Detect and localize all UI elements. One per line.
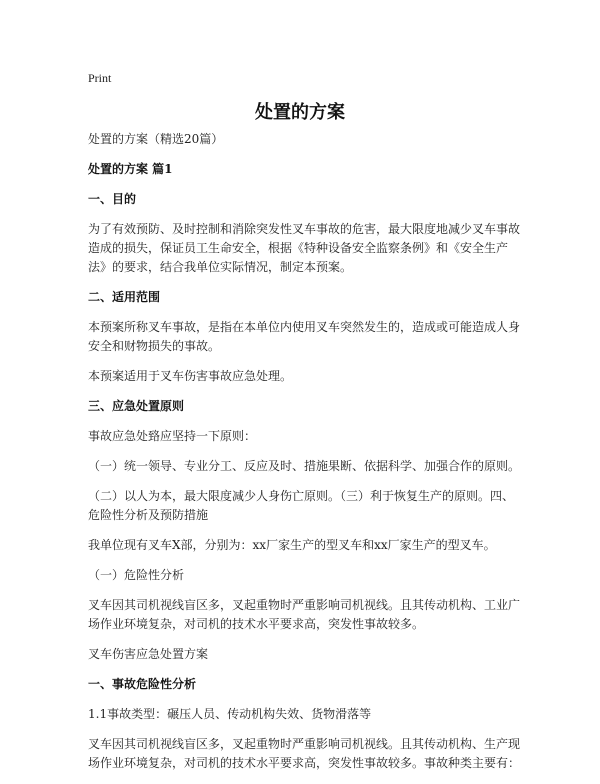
paragraph: 为了有效预防、及时控制和消除突发性叉车事故的危害，最大限度地减少叉车事故造成的损失，保证员工生命安全，根据《特种设备安全监察条例》和《安全生产法》的要求，结合我单位实际情况，制定本预案。 [88,222,521,274]
paragraph: 叉车因其司机视线盲区多，叉起重物时严重影响司机视线。且其传动机构、工业广场作业环境复杂，对司机的技术水平要求高，突发性事故较多。 [88,598,521,631]
paragraph: （一）危险性分析 [88,568,185,582]
page-title: 处置的方案 [255,102,345,123]
paragraph: 叉车因其司机视线盲区多，叉起重物时严重影响司机视线。且其传动机构、生产现场作业环境复杂，对司机的技术水平要求高，突发性事故较多。事故种类主要有： [88,737,521,770]
paragraph: 事故应急处臵应坚持一下原则： [88,429,257,443]
document-body [88,130,520,784]
paragraph: 1.1事故类型：碾压人员、传动机构失效、货物滑落等 [88,707,372,721]
paragraph: （一）统一领导、专业分工、反应及时、措施果断、依据科学、加强合作的原则。 [88,459,521,473]
paragraph: 叉车伤害应急处置方案 [88,647,209,661]
print-link[interactable]: Print [88,71,112,85]
paragraph: 我单位现有叉车X部，分别为：xx厂家生产的型叉车和xx厂家生产的型叉车。 [88,538,496,552]
heading-scope: 二、适用范围 [88,290,161,304]
heading-principles: 三、应急处置原则 [88,399,185,413]
heading-purpose: 一、目的 [88,192,137,206]
paragraph: （二）以人为本，最大限度减少人身伤亡原则。（三）利于恢复生产的原则。四、危险性分析及预防措施 [88,489,515,522]
subtitle: 处置的方案（精选20篇） [88,132,224,146]
paragraph: 本预案所称叉车事故，是指在本单位内使用叉车突然发生的，造成或可能造成人身安全和财物损失的事故。 [88,320,521,353]
section-title: 处置的方案 篇1 [88,162,173,176]
paragraph: 本预案适用于叉车伤害事故应急处理。 [88,369,293,383]
heading-hazard-analysis: 一、事故危险性分析 [88,677,197,691]
